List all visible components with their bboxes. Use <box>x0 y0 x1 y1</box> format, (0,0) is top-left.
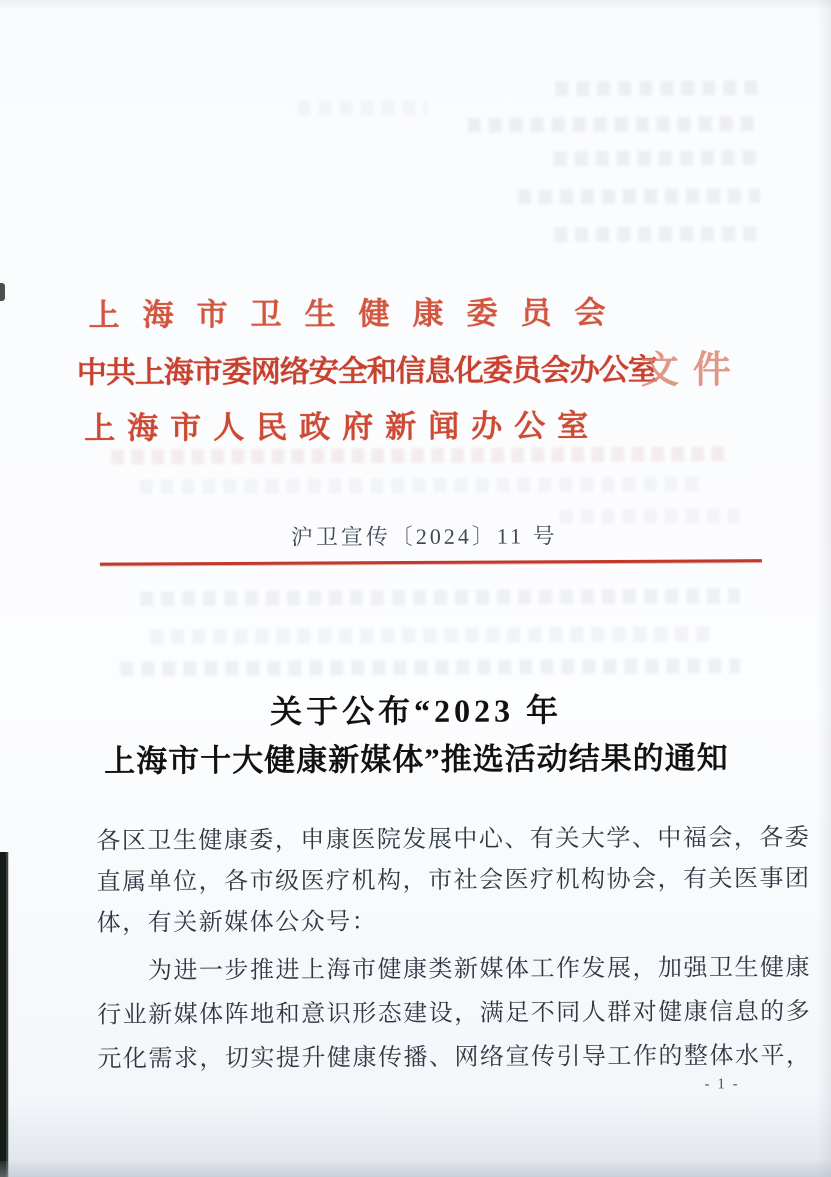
addressees-paragraph <box>96 818 811 944</box>
letterhead-org-name-2: 中共上海市委网络安全和信息化委员会办公室 <box>76 353 657 390</box>
document-title-line-2: 上海市十大健康新媒体”推选活动结果的通知 <box>104 740 729 779</box>
bleed-through-artifact <box>120 658 740 676</box>
letterhead-document-word: 文件 <box>640 349 745 392</box>
bleed-through-artifact <box>297 100 427 116</box>
letterhead-org-name-1: 上海市卫生健康委员会 <box>88 294 629 333</box>
bleed-through-artifact <box>140 588 740 606</box>
opening-paragraph <box>96 946 812 1081</box>
bleed-through-artifact <box>518 188 760 204</box>
body-text-line: 各区卫生健康委，申康医院发展中心、有关大学、中福会，各委 <box>96 824 811 855</box>
bleed-through-artifact <box>555 80 760 96</box>
letterhead-org-name-3: 上海市人民政府新闻办公室 <box>84 408 601 446</box>
body-text-line: 为进一步推进上海市健康类新媒体工作发展，加强卫生健康 <box>96 954 812 985</box>
bleed-through-artifact <box>111 446 731 464</box>
bleed-through-artifact <box>554 150 760 166</box>
letterhead-red-rule <box>100 559 762 565</box>
body-text-line: 行业新媒体阵地和意识形态建设，满足不同人群对健康信息的多 <box>97 998 812 1029</box>
body-text-line: 直属单位，各市级医疗机构，市社会医疗机构协会，有关医事团 <box>96 865 811 896</box>
body-text-line: 元化需求，切实提升健康传播、网络宣传引导工作的整体水平， <box>97 1042 812 1073</box>
bleed-through-artifact <box>139 477 699 495</box>
document-reference-number: 沪卫宣传〔2024〕11 号 <box>290 523 558 550</box>
body-text-line: 体，有关新媒体公众号： <box>96 909 378 937</box>
page-number: - 1 - <box>704 1076 740 1093</box>
bleed-through-artifact <box>468 116 760 133</box>
bleed-through-artifact <box>150 626 710 644</box>
document-title-line-1: 关于公布“2023 年 <box>270 692 563 730</box>
bleed-through-artifact <box>554 226 760 242</box>
